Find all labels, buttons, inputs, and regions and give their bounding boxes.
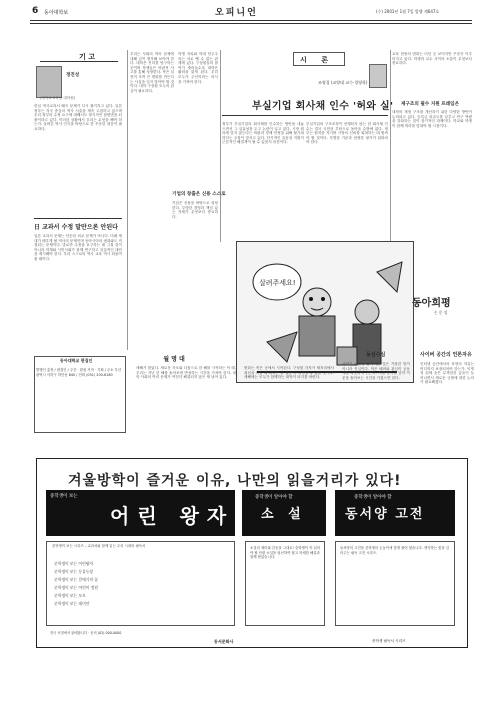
header-rule-2	[30, 23, 472, 24]
sisun-author: 조영경 (교양대 교수·경영학)	[318, 80, 368, 85]
header-rule	[30, 20, 472, 21]
column-divider	[220, 50, 221, 242]
gigo-headline: 日 교과서 수정 말만으론 안된다	[34, 224, 118, 231]
gigo-title: 기 고	[79, 53, 95, 61]
masthead-info-heading: 동아대학교 편집인	[60, 358, 93, 363]
publisher-series: 중학생 필독서 시리즈	[372, 639, 406, 643]
publisher-name: 동서문화사	[214, 639, 234, 644]
essay-body: 기업은 신용을 바탕으로 성장한다. 투명한 경영과 책임 있는 자세가 무엇보다 중요하다.	[172, 201, 218, 219]
dongseo-title: 동심수심	[366, 352, 386, 358]
gigo-affiliation: (법학과 2학년·대학원)	[40, 96, 76, 100]
wolmyeongdae-body: 변화는 작은 곳에서 시작된다. 구성원 각자가 제자리에서 최선을 다할 때 대학은 한 걸음 더 나아갈 수 있을 것이다. 새해에는 모두가 함께하는 대학이 되기를 바란다.	[244, 366, 334, 380]
column-divider	[127, 50, 128, 350]
book-title: 어린 왕자	[110, 504, 235, 528]
masthead-info-body: 발행인 총장 / 편집인 / 주간 · 편집 기자 · 기획 / 주소 부산광역시 사하구 하단동 840 / 전화 (051) 200-6180	[36, 368, 122, 377]
column-body: 교육 현장의 변화는 더딘 듯 보이지만 꾸준히 이루어지고 있다. 학생과 교수 사이의 소통이 무엇보다 중요하다.	[392, 52, 472, 66]
cartoon-speech: 살려주세요!	[259, 279, 296, 287]
section-title: 오피니언	[215, 8, 258, 18]
ad-footer: 전국 서점에서 판매합니다 · 문의 (02) 000-0000	[50, 631, 122, 635]
book-title: 소 설	[261, 507, 306, 522]
sisun-body: 부실기업의 구조조정이 선행되지 않는 한 회사채 인수는 결국 국민의 부담으로 돌아올 수밖에 없다. 정부는 원칙을 지키며 시장의 신뢰를 회복하는 데 힘써야 할 것이다. 투명한 기준과 엄정한 평가가 뒤따라야 한다.	[306, 122, 388, 145]
book-tag: 중학생이 알아야 할	[354, 495, 392, 500]
gigo-title-rule	[40, 61, 118, 62]
gigo-author: 정진성	[66, 73, 80, 78]
page-number: 6	[32, 6, 39, 16]
column-divider	[390, 50, 391, 242]
essay-body: 우리는 사회의 여러 문제에 대해 깊이 생각해 보아야 한다. 대학은 진리를 탐구하는 곳이며 학생들은 비판적 사고를 통해 성장한다. 작은 실천이 모여 큰 변화를 만든다는 사실을 잊지 말아야 할 것이다. 대학 구성원 모두의 관심이 필요하다.	[130, 52, 174, 93]
list-item: 중학생이 보는 어린왕자	[54, 561, 94, 566]
essay-subhead: 기업의 창출은 신용 스스로	[172, 192, 226, 197]
cartoon-title: 동아희평	[412, 298, 451, 309]
book-tag: 중학생이 알아야 할	[255, 495, 293, 500]
list-item: 중학생이 보는 어린이 정원	[54, 585, 98, 590]
saibeo-title: 사이버 공간의 언론자유	[420, 352, 472, 358]
author-photo	[369, 64, 387, 88]
gigo-body: 일본 교과서 문제는 단순한 외교 문제가 아니다. 미래 세대가 배우게 될 역사의 문제이며 동아시아의 평화와도 직결되는 문제이다. 말로만 수정을 요구하는 데 그칠 것이 아니라 학계와 시민사회가 함께 연구하고 실질적인 대안을 제시해야 한다. 우리 스스로의 역사 교육 역시 되돌아볼 때이다.	[34, 234, 122, 261]
essay-body: 학생 자치와 학내 민주주의는 서로 뗄 수 없는 관계에 있다. 구성원들의 참여가 줄어들수록 대학은 활력을 잃게 된다. 우리 모두가 주인이라는 의식을 가져야 한다.	[178, 52, 218, 84]
gigo-body: 한일 역사교과서 왜곡 문제가 다시 불거지고 있다. 일본 정부는 자국 중심의 역사 서술을 계속 고집하고 있으며 우리 정부의 수정 요구에 대해서도 형식적인 답변만을 되풀이하고 있다. 이러한 상황에서 우리는 무엇을 해야 하는가. 올바른 역사 인식을 바탕으로 한 꾸준한 대응이 필요하다.	[34, 104, 122, 131]
wolmyeongdae-body: 새해가 밝았다. 새로운 각오와 다짐으로 한 해를 시작하는 이 때, 우리는 지난 한 해를 돌아보며 반성하는 시간을 가져야 한다. 대학 사회의 여러 문제가 여전히 해결되지 않은 채 남아 있다.	[136, 366, 236, 380]
list-item: 중학생이 보는 동물농장	[54, 569, 94, 574]
paper-name: 동아대학보	[44, 10, 69, 16]
column-subhead: 재구조의 필수 지원 프레임은	[401, 102, 460, 107]
issue-date: (수) 2001년 1월 7일 발행 제647호	[376, 9, 440, 14]
sisun-rule	[222, 115, 388, 116]
list-item: 중학생이 보는 데미안	[54, 601, 90, 606]
author-photo	[36, 66, 62, 98]
saibeo-body: 인터넷 공간에서의 표현의 자유는 어디까지 보장되어야 하는가. 익명성 뒤에 숨은 무책임한 글들이 늘어나면서 새로운 규범에 대한 논의가 필요해졌다.	[420, 362, 474, 385]
gigo-divider	[34, 218, 122, 219]
sisun-title: 시 론	[300, 56, 334, 64]
novel-info-text: 소설의 재미와 감동을 그대로! 중학생이 꼭 읽어야 할 단편 소설을 엄선하여 쉽고 자세한 해설과 함께 담았습니다.	[250, 546, 321, 560]
ad-headline: 겨울방학이 즐거운 이유, 나만의 읽을거리가 있다!	[68, 473, 402, 489]
list-item: 중학생이 보는 갈매기의 꿈	[54, 577, 98, 582]
book-title: 동서양 고전	[345, 507, 425, 522]
dongseo-body: 사람의 마음을 움직이는 것은 거창한 말이 아니라 진심이다. 작은 배려와 관심이 공동체를 따뜻하게 만든다. 겨울 방학을 맞아 이웃을 돌아보는 시간을 가졌으면 한다.	[342, 362, 410, 380]
wolmyeongdae-title: 월 명 대	[163, 356, 185, 363]
book-list	[54, 560, 234, 608]
classics-info-text: 동서양의 고전을 중학생의 눈높이에 맞게 풀어 썼습니다. 생각하는 힘을 길러주는 필독 고전 시리즈.	[340, 546, 450, 555]
book-tag: 중학생이 보는	[50, 494, 78, 499]
list-item: 중학생이 보는 모모	[54, 593, 86, 598]
column-body: 대학의 재정 구조를 개선하기 위한 다양한 방안이 논의되고 있다. 등록금 의존도를 낮추고 연구 역량을 강화하는 것이 장기적인 과제이다. 학교와 학생이 함께 머리를 맞대야 할 시점이다.	[392, 110, 472, 128]
sisun-body: 정부가 부실기업의 회사채를 인수하는 방안을 내놓으면서 그 실효성을 두고 논란이 일고 있다. 시장 원리에 맞지 않는다는 비판과 경제 안정을 위해 불가피하다는 주장이 맞서고 있다. 단기적인 유동성 지원이 근본적인 해결책이 될 수 있을지 의문이다.	[222, 122, 304, 145]
book-list-heading: 중학생이 보는 시리즈 – 교과서와 함께 읽는 우리 시대의 필독서	[52, 544, 146, 548]
sisun-headline: 부실기업 회사채 인수 '허와 실'	[252, 101, 394, 112]
cartoon-artist: 손 문 성	[434, 310, 448, 315]
